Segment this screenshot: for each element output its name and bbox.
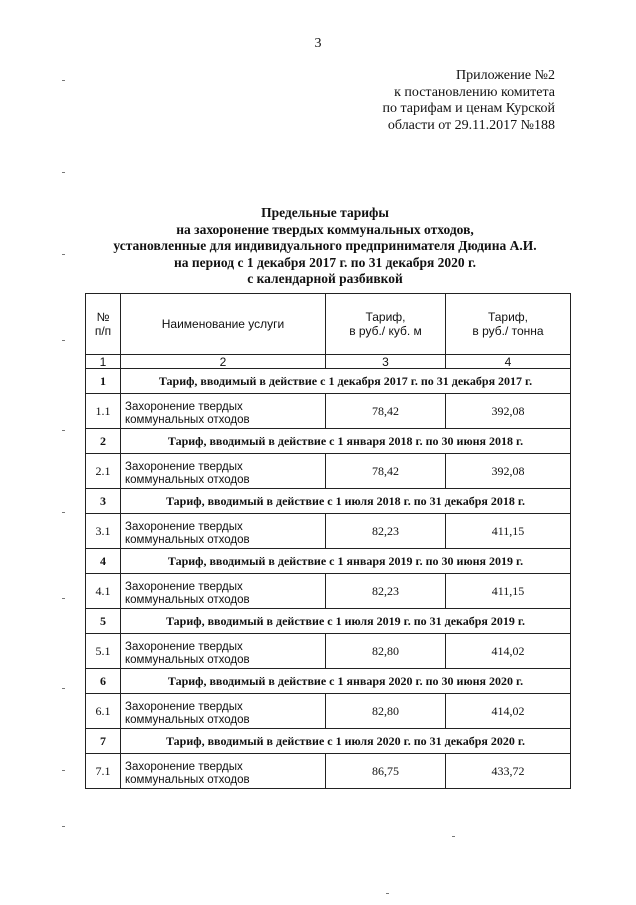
header-number: № п/п [86, 294, 121, 355]
title-line: Предельные тарифы [261, 205, 389, 220]
table-row [86, 634, 571, 669]
row-number: 7.1 [86, 754, 121, 789]
title-line: с календарной разбивкой [247, 271, 403, 286]
tariff-per-m3: 86,75 [326, 754, 446, 789]
table-row [86, 694, 571, 729]
tariff-per-m3: 82,23 [326, 574, 446, 609]
tariff-per-ton: 392,08 [446, 394, 571, 429]
row-number: 2.1 [86, 454, 121, 489]
table-row [86, 454, 571, 489]
period-title: Тариф, вводимый в действие с 1 июля 2019 г. по 31 декабря 2019 г. [121, 609, 571, 634]
scan-speck [62, 688, 65, 689]
row-number: 3.1 [86, 514, 121, 549]
service-name [121, 514, 326, 549]
period-number: 7 [86, 729, 121, 754]
tariff-per-m3: 82,80 [326, 634, 446, 669]
period-number: 2 [86, 429, 121, 454]
table-row [86, 514, 571, 549]
tariff-per-ton: 411,15 [446, 574, 571, 609]
service-line: Захоронение твердых [125, 461, 243, 473]
service-name [121, 634, 326, 669]
title-line: на захоронение твердых коммунальных отходов, [176, 221, 474, 237]
service-line: Захоронение твердых [125, 581, 243, 593]
tariff-per-ton: 433,72 [446, 754, 571, 789]
periods-body [86, 369, 571, 789]
scan-speck [62, 770, 65, 771]
table-row [86, 394, 571, 429]
appendix-line: к постановлению комитета [394, 84, 555, 100]
header-tariff-per-ton: Тариф, в руб./ тонна [446, 294, 571, 355]
row-number: 1.1 [86, 394, 121, 429]
service-name [121, 694, 326, 729]
tariff-per-ton: 411,15 [446, 514, 571, 549]
service-line: коммунальных отходов [125, 714, 250, 726]
column-number: 3 [326, 355, 446, 369]
tariff-per-ton: 414,02 [446, 634, 571, 669]
scan-speck [62, 598, 65, 599]
scan-speck [62, 512, 65, 513]
scan-speck [62, 80, 65, 81]
period-number: 3 [86, 489, 121, 514]
column-number: 2 [121, 355, 326, 369]
scan-speck [62, 254, 65, 255]
tariff-table [85, 293, 571, 789]
appendix-note [355, 68, 555, 134]
period-number: 1 [86, 369, 121, 394]
service-line: коммунальных отходов [125, 474, 250, 486]
service-name [121, 574, 326, 609]
period-row [86, 549, 571, 574]
scan-speck [62, 172, 65, 173]
service-line: Захоронение твердых [125, 521, 243, 533]
tariff-per-m3: 82,23 [326, 514, 446, 549]
appendix-line: по тарифам и ценам Курской [382, 101, 555, 116]
row-number: 4.1 [86, 574, 121, 609]
row-number: 6.1 [86, 694, 121, 729]
period-row [86, 729, 571, 754]
service-name [121, 454, 326, 489]
page-number: 3 [314, 36, 322, 51]
service-line: Захоронение твердых [125, 401, 243, 413]
scan-speck [62, 340, 65, 341]
tariff-per-ton: 414,02 [446, 694, 571, 729]
column-number: 1 [86, 355, 121, 369]
scan-speck [62, 826, 65, 827]
appendix-line: области от 29.11.2017 №188 [387, 117, 555, 133]
column-numbers-row [86, 355, 571, 369]
service-line: коммунальных отходов [125, 414, 250, 426]
service-line: Захоронение твердых [125, 641, 243, 653]
table-row [86, 574, 571, 609]
tariff-per-m3: 82,80 [326, 694, 446, 729]
period-number: 4 [86, 549, 121, 574]
period-title: Тариф, вводимый в действие с 1 января 2020 г. по 30 июня 2020 г. [121, 669, 571, 694]
service-line: коммунальных отходов [125, 654, 250, 666]
service-line: коммунальных отходов [125, 534, 250, 546]
tariff-per-m3: 78,42 [326, 394, 446, 429]
period-row [86, 489, 571, 514]
header-service-name: Наименование услуги [121, 294, 326, 355]
title-line: установленные для индивидуального предпринимателя Дюдина А.И. [113, 238, 537, 253]
service-name [121, 754, 326, 789]
scan-speck [452, 836, 455, 837]
tariff-per-m3: 78,42 [326, 454, 446, 489]
period-title: Тариф, вводимый в действие с 1 января 2018 г. по 30 июня 2018 г. [121, 429, 571, 454]
document-title [60, 205, 590, 288]
column-number: 4 [446, 355, 571, 369]
service-line: Захоронение твердых [125, 701, 243, 713]
scan-speck [386, 893, 389, 894]
service-line: коммунальных отходов [125, 594, 250, 606]
title-line: на период с 1 декабря 2017 г. по 31 декабря 2020 г. [173, 254, 477, 270]
period-row [86, 609, 571, 634]
service-line: Захоронение твердых [125, 761, 243, 773]
service-line: коммунальных отходов [125, 774, 250, 786]
period-title: Тариф, вводимый в действие с 1 июля 2020 г. по 31 декабря 2020 г. [121, 729, 571, 754]
service-name [121, 394, 326, 429]
period-number: 6 [86, 669, 121, 694]
row-number: 5.1 [86, 634, 121, 669]
period-title: Тариф, вводимый в действие с 1 января 2019 г. по 30 июня 2019 г. [121, 549, 571, 574]
period-title: Тариф, вводимый в действие с 1 июля 2018 г. по 31 декабря 2018 г. [121, 489, 571, 514]
appendix-line: Приложение №2 [456, 68, 555, 83]
tariff-per-ton: 392,08 [446, 454, 571, 489]
period-title: Тариф, вводимый в действие с 1 декабря 2017 г. по 31 декабря 2017 г. [121, 369, 571, 394]
period-row [86, 369, 571, 394]
period-number: 5 [86, 609, 121, 634]
period-row [86, 669, 571, 694]
header-tariff-per-m3: Тариф, в руб./ куб. м [326, 294, 446, 355]
period-row [86, 429, 571, 454]
table-row [86, 754, 571, 789]
table-header-row [86, 294, 571, 355]
scan-speck [62, 430, 65, 431]
